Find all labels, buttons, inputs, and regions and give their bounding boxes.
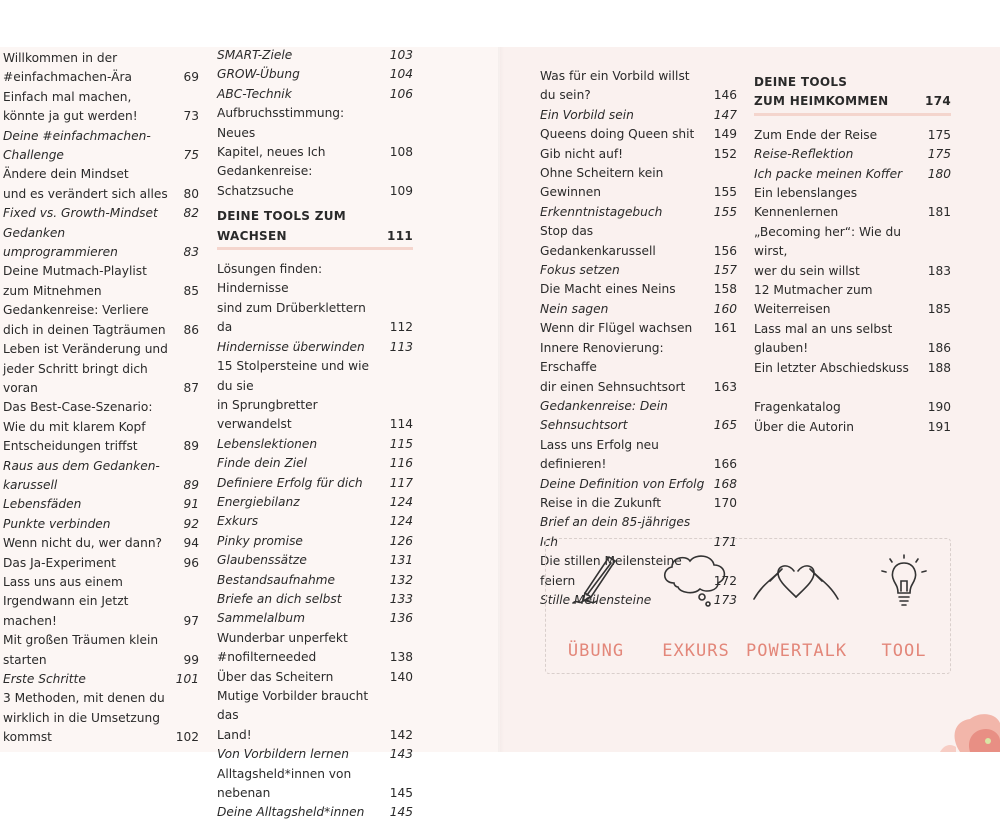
section-heading-heimkommen <box>754 73 951 116</box>
toc-entry <box>3 515 199 534</box>
toc-column-4 <box>754 67 951 437</box>
toc-entry-title: SMART-Ziele <box>217 48 293 62</box>
toc-entry <box>754 184 951 223</box>
toc-entry-title: Nein sagen <box>540 301 609 316</box>
toc-entry-title: Ohne Scheitern kein Gewinnen <box>540 166 664 200</box>
toc-entry-page: 155 <box>713 204 737 219</box>
toc-entry-page: 188 <box>927 360 951 375</box>
toc-entry-page: 126 <box>389 533 413 548</box>
toc-entry-title: Lass uns Erfolg neu definieren! <box>540 437 659 472</box>
toc-entry-title: Mit großen Träumen klein starten <box>3 633 159 667</box>
lightbulb-icon <box>874 551 934 611</box>
toc-entry-page: 106 <box>389 86 413 101</box>
toc-entry <box>217 803 413 822</box>
toc-entry-title: Ein lebenslanges Kennenlernen <box>754 186 858 220</box>
toc-entry <box>540 319 737 338</box>
toc-entry <box>3 224 199 263</box>
toc-entry-title: Fixed vs. Growth-Mindset <box>3 206 158 221</box>
toc-entry-title: Wenn dir Flügel wachsen <box>540 321 693 336</box>
toc-entry-title: Ändere dein Mindset und es verändert sich alles <box>3 167 168 201</box>
section-page: 111 <box>387 228 413 243</box>
toc-entry-page: 109 <box>389 183 413 198</box>
toc-entry-page: 104 <box>389 67 413 82</box>
toc-entry-page: 83 <box>183 245 199 260</box>
toc-entry-title: Lass uns aus einem Irgendwann ein Jetzt machen! <box>3 574 129 628</box>
toc-entry <box>3 262 199 301</box>
toc-entry <box>3 670 199 689</box>
toc-entry-title: 3 Methoden, mit denen du wirklich in die Umsetzung kommst <box>3 691 165 745</box>
toc-entry <box>754 398 951 417</box>
toc-entry-title: Briefe an dich selbst <box>217 591 342 606</box>
toc-entry <box>217 474 413 493</box>
toc-entry-title: Gedankenreise: Verliere dich in deinen Tagträumen <box>3 303 166 337</box>
toc-entry-page: 146 <box>713 88 737 103</box>
toc-entry-page: 99 <box>183 652 199 667</box>
toc-entry-title: Aufbruchsstimmung: Neues Kapitel, neues Ich <box>217 106 345 160</box>
toc-list-2b <box>217 260 413 823</box>
toc-entry-title: Queens doing Queen shit <box>540 127 695 142</box>
toc-entry-title: Definiere Erfolg für dich <box>217 475 363 490</box>
toc-entry-title: Innere Renovierung: Erschaffe dir einen Sehnsuchtsort <box>540 340 686 394</box>
legend-uebung <box>546 551 646 661</box>
toc-entry-page: 92 <box>183 516 199 531</box>
toc-entry <box>754 281 951 320</box>
toc-entry-page: 86 <box>183 322 199 337</box>
toc-entry-title: Exkurs <box>217 514 259 529</box>
toc-entry-title: Erste Schritte <box>3 672 86 686</box>
toc-entry-title: Reise in die Zukunft <box>540 495 662 510</box>
toc-entry-page: 160 <box>713 301 737 316</box>
toc-entry <box>217 357 413 435</box>
toc-entry-page: 166 <box>713 457 737 472</box>
toc-entry-page: 132 <box>389 572 413 587</box>
toc-entry <box>3 88 199 127</box>
toc-entry-title: Deine #einfachmachen- Challenge <box>3 128 151 163</box>
toc-entry-title: Deine Definition von Erfolg <box>540 476 705 491</box>
toc-entry-title: Ein letzter Abschiedskuss <box>754 360 909 375</box>
toc-entry <box>540 261 737 280</box>
toc-list-2a <box>217 46 413 201</box>
toc-entry <box>217 85 413 104</box>
toc-entry <box>3 457 199 496</box>
toc-entry <box>540 280 737 299</box>
toc-entry-page: 112 <box>389 320 413 335</box>
toc-entry-page: 75 <box>183 148 199 163</box>
toc-entry-title: Fragenkatalog <box>754 400 841 415</box>
toc-entry <box>217 687 413 745</box>
toc-entry-page: 163 <box>713 379 737 394</box>
toc-entry-title: Wunderbar unperfekt #nofilterneeded <box>217 630 348 665</box>
toc-entry-title: Zum Ende der Reise <box>754 127 878 142</box>
toc-entry-page: 117 <box>389 475 413 490</box>
toc-entry-page: 69 <box>183 70 199 85</box>
toc-entry-page: 183 <box>927 263 951 278</box>
toc-entry <box>3 534 199 553</box>
toc-entry <box>217 745 413 764</box>
toc-entry-title: Über die Autorin <box>754 419 854 434</box>
toc-entry-page: 152 <box>713 146 737 161</box>
toc-entry-title: GROW-Übung <box>217 67 300 82</box>
toc-entry <box>3 204 199 223</box>
toc-entry-page: 80 <box>183 186 199 201</box>
toc-entry <box>540 67 737 106</box>
toc-entry-title: Energiebilanz <box>217 494 300 509</box>
toc-entry <box>540 164 737 203</box>
toc-entry <box>754 145 951 164</box>
section-heading-wachsen <box>217 207 413 250</box>
toc-entry <box>3 301 199 340</box>
toc-entry-page: 170 <box>713 495 737 510</box>
toc-entry <box>217 551 413 570</box>
toc-entry-page: 172 <box>713 573 737 588</box>
toc-entry-page: 101 <box>175 672 199 686</box>
toc-entry-page: 158 <box>713 282 737 297</box>
toc-entry-page: 116 <box>389 456 413 471</box>
legend-label: POWERTALK <box>746 641 848 661</box>
toc-entry <box>3 49 199 88</box>
toc-entry-title: Von Vorbildern lernen <box>217 747 349 762</box>
toc-entry-title: Einfach mal machen, könnte ja gut werden! <box>3 89 138 124</box>
toc-entry-page: 165 <box>713 418 737 433</box>
icon-legend <box>545 538 951 674</box>
toc-entry <box>217 46 413 65</box>
toc-entry-page: 89 <box>183 439 199 454</box>
toc-entry <box>540 125 737 144</box>
toc-entry-page: 133 <box>389 591 413 606</box>
toc-entry-title: „Becoming her“: Wie du wirst, wer du sein willst <box>754 224 902 278</box>
toc-entry-page: 124 <box>389 494 413 509</box>
toc-entry-page: 102 <box>175 730 199 745</box>
toc-entry-title: Finde dein Ziel <box>217 456 308 471</box>
toc-entry <box>3 340 199 398</box>
toc-entry <box>217 65 413 84</box>
toc-entry-title: 15 Stolpersteine und wie du sie in Sprungbretter verwandelst <box>217 359 370 432</box>
toc-entry-page: 103 <box>389 48 413 62</box>
toc-entry <box>217 338 413 357</box>
toc-entry-page: 186 <box>927 341 951 356</box>
toc-entry <box>3 398 199 456</box>
toc-entry <box>540 203 737 222</box>
toc-entry <box>540 106 737 125</box>
toc-entry-page: 138 <box>389 650 413 665</box>
toc-entry-title: 12 Mutmacher zum Weiterreisen <box>754 283 873 317</box>
toc-entry-page: 89 <box>183 477 199 492</box>
toc-list-4a <box>754 126 951 378</box>
toc-entry-title: Punkte verbinden <box>3 516 111 531</box>
heart-hands-icon <box>748 551 844 611</box>
toc-entry-title: Lebensfäden <box>3 497 82 512</box>
toc-entry <box>217 629 413 668</box>
toc-entry <box>217 532 413 551</box>
toc-column-2 <box>217 46 413 823</box>
toc-entry <box>540 300 737 319</box>
legend-label: EXKURS <box>662 641 730 661</box>
toc-entry-page: 173 <box>713 592 737 607</box>
toc-entry-title: Lass mal an uns selbst glauben! <box>754 321 893 356</box>
toc-entry <box>3 554 199 573</box>
toc-entry-title: ABC-Technik <box>217 86 292 101</box>
toc-entry-title: Gedanken umprogrammieren <box>3 225 118 260</box>
toc-entry-title: Lebenslektionen <box>217 436 318 451</box>
legend-label: ÜBUNG <box>567 641 625 661</box>
toc-entry <box>754 418 951 437</box>
toc-entry-title: Was für ein Vorbild willst du sein? <box>540 69 690 103</box>
toc-entry <box>217 512 413 531</box>
toc-entry-title: Stille Meilensteine <box>540 592 652 607</box>
toc-entry <box>754 359 951 378</box>
toc-entry-title: Über das Scheitern <box>217 669 334 684</box>
toc-entry <box>540 494 737 513</box>
toc-entry-title: Brief an dein 85-jähriges Ich <box>540 515 691 549</box>
toc-entry-title: Pinky promise <box>217 533 303 548</box>
toc-list-4b <box>754 398 951 437</box>
toc-entry-page: 96 <box>183 555 199 570</box>
toc-entry <box>754 165 951 184</box>
toc-entry <box>540 436 737 475</box>
toc-entry-title: Gedankenreise: Dein Sehnsuchtsort <box>540 398 668 433</box>
toc-entry-page: 124 <box>389 514 413 529</box>
toc-entry-page: 143 <box>389 747 413 762</box>
toc-entry-page: 156 <box>713 243 737 258</box>
toc-entry-page: 136 <box>389 611 413 626</box>
toc-entry <box>3 573 199 631</box>
legend-exkurs <box>646 551 746 661</box>
toc-entry <box>217 260 413 338</box>
toc-entry-title: Das Best-Case-Szenario: Wie du mit klarem Kopf Entscheidungen triffst <box>3 400 153 454</box>
toc-entry-page: 85 <box>183 283 199 298</box>
legend-tool <box>854 551 954 661</box>
toc-entry-title: Bestandsaufnahme <box>217 572 336 587</box>
thought-cloud-icon <box>656 551 736 611</box>
toc-entry-title: Die stillen Meilensteine feiern <box>540 554 682 588</box>
toc-entry <box>754 320 951 359</box>
toc-entry-page: 145 <box>389 805 413 820</box>
toc-entry-page: 181 <box>927 205 951 220</box>
toc-entry-page: 108 <box>389 145 413 160</box>
toc-entry-title: Mutige Vorbilder braucht das Land! <box>217 689 369 742</box>
toc-entry <box>217 571 413 590</box>
toc-entry-title: Deine Alltagsheld*innen <box>217 805 365 820</box>
toc-entry-title: Das Ja-Experiment <box>3 555 116 570</box>
toc-entry-page: 97 <box>183 613 199 628</box>
toc-entry-page: 185 <box>927 302 951 317</box>
toc-entry-title: Willkommen in der #einfachmachen-Ära <box>3 51 132 85</box>
toc-entry-page: 190 <box>927 400 951 415</box>
toc-entry <box>217 493 413 512</box>
toc-entry <box>3 689 199 747</box>
toc-entry-title: Reise-Reflektion <box>754 147 854 162</box>
toc-entry-title: Alltagsheld*innen von nebenan <box>217 766 352 801</box>
toc-column-3 <box>540 67 737 610</box>
toc-entry-page: 115 <box>389 436 413 451</box>
toc-entry-title: Stop das Gedankenkarussell <box>540 224 656 258</box>
toc-entry-title: Leben ist Veränderung und jeder Schritt bringt dich voran <box>3 342 168 395</box>
toc-entry-title: Die Macht eines Neins <box>540 282 676 297</box>
toc-entry <box>217 162 413 201</box>
toc-entry-page: 180 <box>927 166 951 181</box>
toc-entry <box>754 126 951 145</box>
toc-entry-title: Raus aus dem Gedanken- karussell <box>3 458 160 492</box>
toc-entry-page: 175 <box>927 147 951 162</box>
toc-entry <box>540 145 737 164</box>
toc-entry-title: Deine Mutmach-Playlist zum Mitnehmen <box>3 264 147 298</box>
toc-entry-page: 147 <box>713 107 737 122</box>
legend-label: TOOL <box>881 641 927 661</box>
toc-entry-page: 157 <box>713 263 737 278</box>
toc-entry-page: 149 <box>713 127 737 142</box>
toc-entry <box>540 339 737 397</box>
toc-entry-title: Erkenntnistagebuch <box>540 204 663 219</box>
toc-entry <box>540 397 737 436</box>
toc-entry <box>3 631 199 670</box>
toc-entry-title: Ich packe meinen Koffer <box>754 166 903 181</box>
toc-column-1 <box>3 49 199 748</box>
toc-entry-title: Ein Vorbild sein <box>540 107 634 122</box>
toc-entry-page: 171 <box>713 534 737 549</box>
toc-entry-page: 87 <box>183 380 199 395</box>
toc-entry-page: 82 <box>183 206 199 221</box>
section-title: DEINE TOOLS ZUM WACHSEN <box>217 209 346 243</box>
toc-entry-title: Sammelalbum <box>217 611 306 626</box>
toc-entry-title: Gib nicht auf! <box>540 146 623 161</box>
toc-entry-title: Wenn nicht du, wer dann? <box>3 536 163 551</box>
page-fold <box>498 47 504 752</box>
toc-entry-page: 113 <box>389 339 413 354</box>
toc-entry-page: 114 <box>389 417 413 432</box>
toc-entry <box>3 127 199 166</box>
toc-entry-title: Hindernisse überwinden <box>217 339 365 354</box>
toc-entry-page: 131 <box>389 553 413 568</box>
toc-entry-page: 91 <box>183 497 199 512</box>
toc-entry <box>217 765 413 804</box>
toc-entry-page: 175 <box>927 127 951 142</box>
toc-entry <box>540 475 737 494</box>
toc-entry <box>754 223 951 281</box>
legend-powertalk <box>746 551 846 661</box>
book-spread <box>0 47 1000 820</box>
toc-entry <box>217 668 413 687</box>
toc-entry <box>217 435 413 454</box>
toc-entry <box>3 495 199 514</box>
toc-entry-title: Gedankenreise: Schatzsuche <box>217 164 313 198</box>
toc-entry-page: 155 <box>713 185 737 200</box>
flower-decoration <box>930 707 1000 752</box>
pen-icon <box>561 551 631 611</box>
toc-entry-page: 94 <box>183 536 199 551</box>
section-title: DEINE TOOLS ZUM HEIMKOMMEN <box>754 75 889 109</box>
toc-entry <box>217 590 413 609</box>
toc-entry <box>540 222 737 261</box>
toc-entry-page: 140 <box>389 669 413 684</box>
toc-entry <box>217 104 413 162</box>
toc-entry-page: 145 <box>389 786 413 801</box>
toc-entry-page: 191 <box>927 419 951 434</box>
toc-entry-title: Fokus setzen <box>540 263 620 278</box>
toc-entry-page: 161 <box>713 321 737 336</box>
toc-entry-page: 168 <box>713 476 737 491</box>
toc-entry <box>3 165 199 204</box>
toc-entry <box>217 454 413 473</box>
toc-entry-page: 142 <box>389 727 413 742</box>
toc-entry-page: 73 <box>183 109 199 124</box>
toc-entry-title: Lösungen finden: Hindernisse sind zum Drüberklettern da <box>217 262 366 335</box>
section-page: 174 <box>925 94 951 109</box>
toc-entry-title: Glaubenssätze <box>217 553 307 568</box>
toc-entry <box>217 609 413 628</box>
